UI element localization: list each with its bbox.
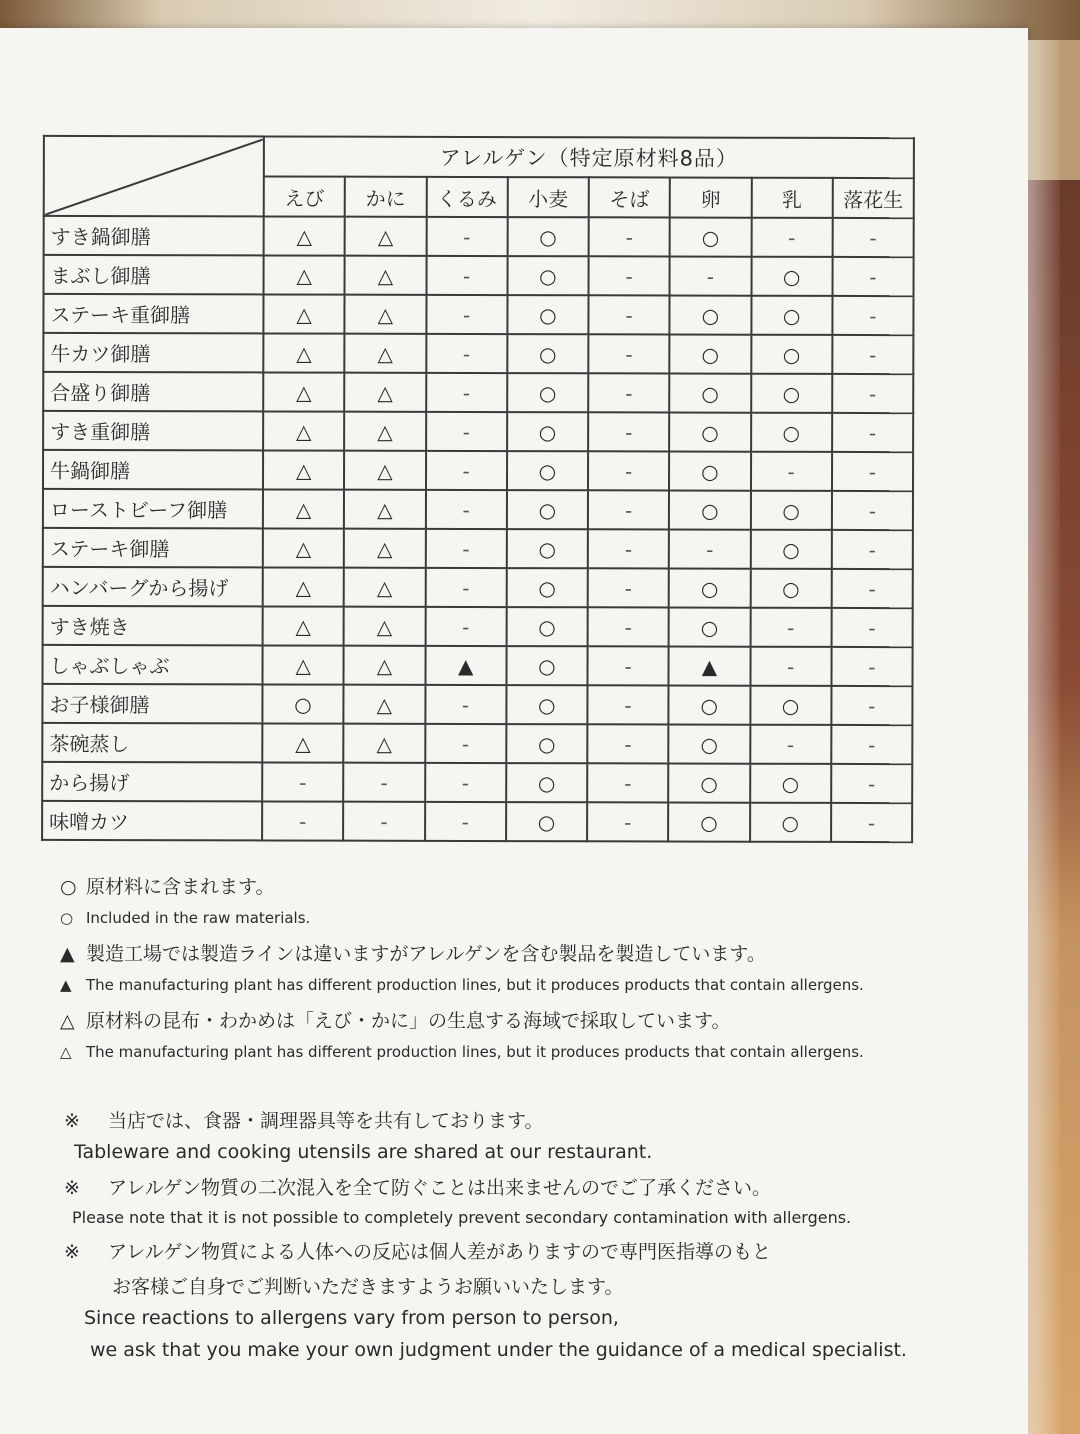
not-applicable-mark: - bbox=[588, 568, 669, 607]
sea-area-mark: △ bbox=[344, 568, 425, 607]
legend-en bbox=[60, 1043, 960, 1061]
legend bbox=[60, 872, 960, 1073]
reference-mark: ※ bbox=[64, 1241, 80, 1263]
table-row bbox=[42, 801, 912, 842]
table-row bbox=[43, 489, 913, 530]
not-applicable-mark: - bbox=[426, 217, 507, 256]
not-applicable-mark: - bbox=[425, 490, 506, 529]
sea-area-mark: △ bbox=[263, 294, 344, 333]
legend-ja bbox=[60, 939, 960, 966]
contains-mark: ○ bbox=[750, 803, 831, 842]
table-corner-cell bbox=[44, 136, 264, 217]
not-applicable-mark: - bbox=[426, 334, 507, 373]
not-applicable-mark: - bbox=[831, 608, 912, 647]
note-3-ja-line1: ※ アレルゲン物質による人体への反応は個人差がありますので専門医指導のもと bbox=[64, 1241, 772, 1263]
sea-area-mark: △ bbox=[344, 646, 425, 685]
contains-mark: ○ bbox=[506, 646, 587, 685]
allergen-table bbox=[41, 135, 915, 843]
not-applicable-mark: - bbox=[425, 802, 506, 841]
sea-area-mark: △ bbox=[263, 372, 344, 411]
not-applicable-mark: - bbox=[425, 568, 506, 607]
legend-en bbox=[60, 909, 960, 927]
not-applicable-mark: - bbox=[588, 451, 669, 490]
legend-text-en: The manufacturing plant has different production lines, but it produces products that contain allergens. bbox=[86, 1043, 864, 1061]
not-applicable-mark: - bbox=[831, 686, 912, 725]
contains-mark: ○ bbox=[669, 374, 750, 413]
not-applicable-mark: - bbox=[426, 295, 507, 334]
sea-area-mark: △ bbox=[345, 334, 426, 373]
reference-mark: ※ bbox=[64, 1177, 80, 1199]
table-row bbox=[43, 450, 913, 491]
sea-area-mark: △ bbox=[263, 489, 344, 528]
not-applicable-mark: - bbox=[670, 257, 751, 296]
contains-mark: ○ bbox=[506, 724, 587, 763]
column-header: 乳 bbox=[751, 178, 832, 218]
note-3-en-line1: Since reactions to allergens vary from person to person, bbox=[84, 1307, 619, 1329]
not-applicable-mark: - bbox=[588, 490, 669, 529]
contains-mark: ○ bbox=[751, 296, 832, 335]
dish-name: すき鍋御膳 bbox=[44, 216, 264, 256]
legend-symbol: △ bbox=[60, 1010, 75, 1032]
contains-mark: ○ bbox=[506, 685, 587, 724]
sea-area-mark: △ bbox=[344, 529, 425, 568]
not-applicable-mark: - bbox=[587, 802, 668, 841]
dish-name: 茶碗蒸し bbox=[42, 723, 262, 763]
table-row bbox=[42, 684, 912, 725]
not-applicable-mark: - bbox=[589, 256, 670, 295]
note-3-en-line2: we ask that you make your own judgment under the guidance of a medical specialist. bbox=[90, 1339, 907, 1361]
sea-area-mark: △ bbox=[263, 528, 344, 567]
column-header: そば bbox=[589, 177, 670, 217]
not-applicable-mark: - bbox=[588, 334, 669, 373]
not-applicable-mark: - bbox=[262, 762, 343, 801]
legend-symbol: △ bbox=[60, 1043, 72, 1061]
sea-area-mark: △ bbox=[264, 255, 345, 294]
sea-area-mark: △ bbox=[345, 217, 426, 256]
contains-mark: ○ bbox=[751, 374, 832, 413]
not-applicable-mark: - bbox=[669, 530, 750, 569]
sea-area-mark: △ bbox=[264, 216, 345, 255]
table-row bbox=[42, 762, 912, 803]
contains-mark: ○ bbox=[507, 490, 588, 529]
not-applicable-mark: - bbox=[832, 296, 913, 335]
contains-mark: ○ bbox=[507, 451, 588, 490]
dish-name: まぶし御膳 bbox=[44, 255, 264, 295]
not-applicable-mark: - bbox=[831, 569, 912, 608]
legend-ja bbox=[60, 1006, 960, 1033]
not-applicable-mark: - bbox=[832, 335, 913, 374]
sea-area-mark: △ bbox=[345, 256, 426, 295]
dish-name: から揚げ bbox=[42, 762, 262, 802]
not-applicable-mark: - bbox=[343, 763, 424, 802]
column-header: 落花生 bbox=[832, 178, 913, 218]
not-applicable-mark: - bbox=[832, 452, 913, 491]
legend-text-en: Included in the raw materials. bbox=[86, 909, 311, 927]
not-applicable-mark: - bbox=[426, 373, 507, 412]
contains-mark: ○ bbox=[506, 568, 587, 607]
sea-area-mark: △ bbox=[263, 411, 344, 450]
table-row bbox=[43, 372, 913, 413]
dish-name: すき焼き bbox=[43, 606, 263, 646]
contains-mark: ○ bbox=[669, 413, 750, 452]
contains-mark: ○ bbox=[669, 724, 750, 763]
sea-area-mark: △ bbox=[344, 607, 425, 646]
table-row bbox=[43, 411, 913, 452]
acrylic-stand-edge bbox=[1028, 40, 1060, 1434]
contains-mark: ○ bbox=[507, 334, 588, 373]
note-2-ja: ※ アレルゲン物質の二次混入を全て防ぐことは出来ませんのでご了承ください。 bbox=[64, 1177, 772, 1199]
legend-text-ja: 原材料の昆布・わかめは「えび・かに」の生息する海域で採取しています。 bbox=[86, 1010, 731, 1032]
contains-mark: ○ bbox=[750, 530, 831, 569]
not-applicable-mark: - bbox=[832, 491, 913, 530]
not-applicable-mark: - bbox=[588, 295, 669, 334]
legend-symbol: ▲ bbox=[60, 943, 75, 965]
contains-mark: ○ bbox=[668, 802, 749, 841]
dish-name: すき重御膳 bbox=[43, 411, 263, 451]
not-applicable-mark: - bbox=[425, 685, 506, 724]
not-applicable-mark: - bbox=[587, 646, 668, 685]
legend-text-ja: 原材料に含まれます。 bbox=[86, 876, 275, 898]
not-applicable-mark: - bbox=[750, 608, 831, 647]
table-row bbox=[43, 606, 913, 647]
contains-mark: ○ bbox=[670, 218, 751, 257]
contains-mark: ○ bbox=[669, 608, 750, 647]
column-header: えび bbox=[264, 176, 345, 216]
legend-text-en: The manufacturing plant has different production lines, but it produces products that contain allergens. bbox=[86, 976, 864, 994]
contains-mark: ○ bbox=[670, 335, 751, 374]
table-row bbox=[42, 723, 912, 764]
shared-plant-mark: ▲ bbox=[425, 646, 506, 685]
not-applicable-mark: - bbox=[588, 607, 669, 646]
not-applicable-mark: - bbox=[426, 256, 507, 295]
not-applicable-mark: - bbox=[425, 724, 506, 763]
contains-mark: ○ bbox=[750, 764, 831, 803]
sea-area-mark: △ bbox=[344, 412, 425, 451]
not-applicable-mark: - bbox=[589, 217, 670, 256]
not-applicable-mark: - bbox=[750, 452, 831, 491]
contains-mark: ○ bbox=[751, 257, 832, 296]
not-applicable-mark: - bbox=[832, 218, 913, 257]
table-row bbox=[43, 528, 913, 569]
sea-area-mark: △ bbox=[344, 724, 425, 763]
dish-name: しゃぶしゃぶ bbox=[42, 645, 262, 685]
not-applicable-mark: - bbox=[425, 763, 506, 802]
column-header: かに bbox=[345, 177, 426, 217]
sea-area-mark: △ bbox=[263, 333, 344, 372]
contains-mark: ○ bbox=[750, 686, 831, 725]
contains-mark: ○ bbox=[669, 491, 750, 530]
sea-area-mark: △ bbox=[344, 685, 425, 724]
table-row bbox=[44, 255, 914, 296]
dish-name: ローストビーフ御膳 bbox=[43, 489, 263, 529]
not-applicable-mark: - bbox=[588, 529, 669, 568]
contains-mark: ○ bbox=[751, 413, 832, 452]
table-row bbox=[43, 333, 913, 374]
sea-area-mark: △ bbox=[345, 295, 426, 334]
not-applicable-mark: - bbox=[831, 803, 912, 842]
contains-mark: ○ bbox=[751, 335, 832, 374]
note-2-en: Please note that it is not possible to completely prevent secondary contamination with allergens. bbox=[72, 1208, 852, 1227]
contains-mark: ○ bbox=[506, 607, 587, 646]
note-1-en: Tableware and cooking utensils are shared at our restaurant. bbox=[74, 1141, 653, 1163]
diagonal-line bbox=[45, 137, 263, 217]
legend-ja bbox=[60, 872, 960, 899]
dish-name: 味噌カツ bbox=[42, 801, 262, 841]
note-1-ja: ※ 当店では、食器・調理器具等を共有しております。 bbox=[64, 1110, 544, 1132]
not-applicable-mark: - bbox=[832, 530, 913, 569]
legend-text-ja: 製造工場では製造ラインは違いますがアレルゲンを含む製品を製造しています。 bbox=[86, 943, 766, 965]
legend-symbol: ○ bbox=[60, 909, 74, 927]
dish-name: ステーキ重御膳 bbox=[43, 294, 263, 334]
contains-mark: ○ bbox=[506, 802, 587, 841]
contains-mark: ○ bbox=[668, 763, 749, 802]
contains-mark: ○ bbox=[750, 491, 831, 530]
note-3-ja-line2: お客様ご自身でご判断いただきますようお願いいたします。 bbox=[112, 1276, 624, 1298]
not-applicable-mark: - bbox=[750, 725, 831, 764]
dish-name: 牛鍋御膳 bbox=[43, 450, 263, 490]
sea-area-mark: △ bbox=[263, 450, 344, 489]
not-applicable-mark: - bbox=[425, 451, 506, 490]
sea-area-mark: △ bbox=[344, 490, 425, 529]
notes bbox=[64, 1106, 964, 1371]
not-applicable-mark: - bbox=[832, 257, 913, 296]
contains-mark: ○ bbox=[507, 256, 588, 295]
contains-mark: ○ bbox=[670, 296, 751, 335]
not-applicable-mark: - bbox=[832, 374, 913, 413]
not-applicable-mark: - bbox=[832, 413, 913, 452]
sea-area-mark: △ bbox=[262, 645, 343, 684]
dish-name: お子様御膳 bbox=[42, 684, 262, 724]
not-applicable-mark: - bbox=[588, 412, 669, 451]
column-header: 小麦 bbox=[507, 177, 588, 217]
sea-area-mark: △ bbox=[344, 451, 425, 490]
column-header: くるみ bbox=[426, 177, 507, 217]
dish-name: ステーキ御膳 bbox=[43, 528, 263, 568]
not-applicable-mark: - bbox=[426, 412, 507, 451]
not-applicable-mark: - bbox=[588, 373, 669, 412]
allergen-group-header: アレルゲン（特定原材料8品） bbox=[264, 136, 914, 178]
sea-area-mark: △ bbox=[344, 373, 425, 412]
contains-mark: ○ bbox=[669, 452, 750, 491]
contains-mark: ○ bbox=[750, 569, 831, 608]
contains-mark: ○ bbox=[262, 684, 343, 723]
contains-mark: ○ bbox=[507, 373, 588, 412]
not-applicable-mark: - bbox=[750, 647, 831, 686]
contains-mark: ○ bbox=[669, 569, 750, 608]
table-row bbox=[43, 567, 913, 608]
dish-name: 合盛り御膳 bbox=[43, 372, 263, 412]
legend-symbol: ▲ bbox=[60, 976, 72, 994]
column-header: 卵 bbox=[670, 178, 751, 218]
not-applicable-mark: - bbox=[587, 763, 668, 802]
not-applicable-mark: - bbox=[587, 685, 668, 724]
dish-name: ハンバーグから揚げ bbox=[43, 567, 263, 607]
sea-area-mark: △ bbox=[262, 723, 343, 762]
table-row bbox=[43, 294, 913, 335]
not-applicable-mark: - bbox=[831, 647, 912, 686]
contains-mark: ○ bbox=[507, 295, 588, 334]
not-applicable-mark: - bbox=[262, 801, 343, 840]
sea-area-mark: △ bbox=[263, 606, 344, 645]
table-row bbox=[42, 645, 912, 686]
not-applicable-mark: - bbox=[831, 764, 912, 803]
not-applicable-mark: - bbox=[587, 724, 668, 763]
legend-en bbox=[60, 976, 960, 994]
contains-mark: ○ bbox=[507, 529, 588, 568]
not-applicable-mark: - bbox=[831, 725, 912, 764]
sea-area-mark: △ bbox=[263, 567, 344, 606]
not-applicable-mark: - bbox=[343, 802, 424, 841]
contains-mark: ○ bbox=[506, 763, 587, 802]
contains-mark: ○ bbox=[669, 686, 750, 725]
dish-name: 牛カツ御膳 bbox=[43, 333, 263, 373]
reference-mark: ※ bbox=[64, 1110, 80, 1132]
contains-mark: ○ bbox=[507, 412, 588, 451]
contains-mark: ○ bbox=[507, 217, 588, 256]
shared-plant-mark: ▲ bbox=[669, 647, 750, 686]
not-applicable-mark: - bbox=[751, 218, 832, 257]
legend-symbol: ○ bbox=[60, 876, 77, 898]
table-row bbox=[44, 216, 914, 257]
not-applicable-mark: - bbox=[425, 607, 506, 646]
not-applicable-mark: - bbox=[425, 529, 506, 568]
